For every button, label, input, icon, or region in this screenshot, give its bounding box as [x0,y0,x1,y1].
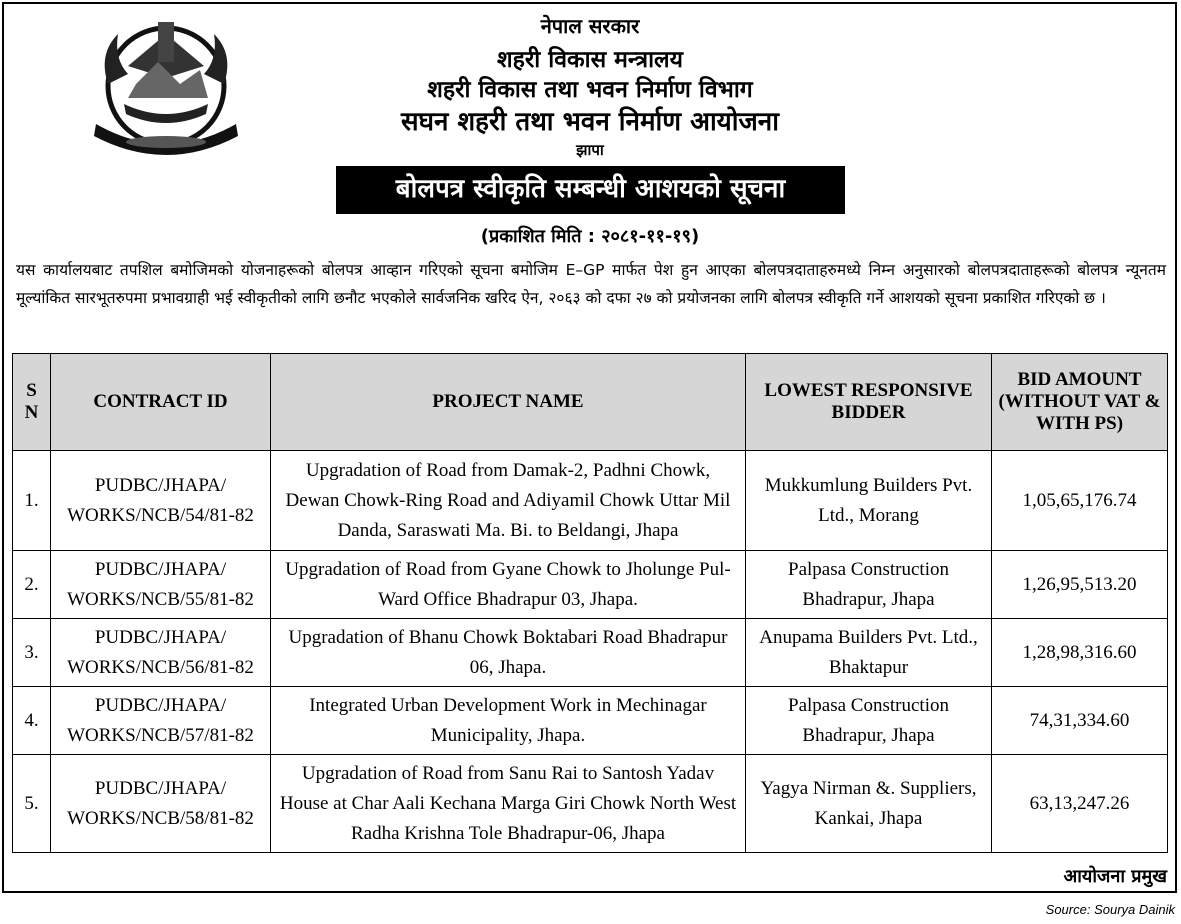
table-row [13,451,1168,551]
header-bidder: LOWEST RESPONSIVE BIDDER [746,354,992,451]
row-amount: 1,05,65,176.74 [992,451,1168,551]
published-date: (प्रकाशित मिति : २०८१-११-१९) [480,226,700,247]
notice-title: बोलपत्र स्वीकृति सम्बन्धी आशयको सूचना [336,166,845,214]
row-contract-id: PUDBC/JHAPA/ WORKS/NCB/54/81-82 [51,451,271,551]
row-bidder: Palpasa Construction Bhadrapur, Jhapa [746,551,992,619]
header-government: नेपाल सरकार [540,14,640,38]
row-sn: 2. [13,551,51,619]
row-amount: 74,31,334.60 [992,687,1168,755]
row-project: Upgradation of Bhanu Chowk Boktabari Road Bhadrapur 06, Jhapa. [271,619,746,687]
row-sn: 4. [13,687,51,755]
row-amount: 1,26,95,513.20 [992,551,1168,619]
row-contract-id: PUDBC/JHAPA/ WORKS/NCB/58/81-82 [51,755,271,853]
header-amount: BID AMOUNT (WITHOUT VAT & WITH PS) [992,354,1168,451]
header-district: झापा [576,141,604,159]
row-contract-id: PUDBC/JHAPA/ WORKS/NCB/55/81-82 [51,551,271,619]
row-sn: 5. [13,755,51,853]
row-sn: 1. [13,451,51,551]
header-department: शहरी विकास तथा भवन निर्माण विभाग [427,77,753,103]
table-header-row [13,354,1168,451]
row-contract-id: PUDBC/JHAPA/ WORKS/NCB/57/81-82 [51,687,271,755]
table-row [13,755,1168,853]
table-row [13,687,1168,755]
row-bidder: Mukkumlung Builders Pvt. Ltd., Morang [746,451,992,551]
header-ministry: शहरी विकास मन्त्रालय [497,47,683,73]
bid-table [12,353,1168,853]
row-project: Upgradation of Road from Gyane Chowk to Jholunge Pul-Ward Office Bhadrapur 03, Jhapa. [271,551,746,619]
header-project: सघन शहरी तथा भवन निर्माण आयोजना [401,107,779,137]
source-credit: Source: Sourya Dainik [1045,902,1175,917]
row-bidder: Yagya Nirman &. Suppliers, Kankai, Jhapa [746,755,992,853]
row-amount: 1,28,98,316.60 [992,619,1168,687]
header-project-name: PROJECT NAME [271,354,746,451]
row-contract-id: PUDBC/JHAPA/ WORKS/NCB/56/81-82 [51,619,271,687]
row-project: Integrated Urban Development Work in Mechinagar Municipality, Jhapa. [271,687,746,755]
intro-paragraph: यस कार्यालयबाट तपशिल बमोजिमको योजनाहरूको बोलपत्र आव्हान गरिएको सूचना बमोजिम E–GP मार्फत पेश हुन आएका बोलपत्रदाताहरुमध्ये निम्न अनुसारको बोलपत्रदाताहरूको बोलपत्र न्यूनतम मूल्यांकित सारभूतरुपमा प्रभावग्राही भई स्वीकृतीको लागि छनौट भएकोले सार्वजनिक खरिद ऐन, २०६३ को दफा २७ को प्रयोजनका लागि बोलपत्र स्वीकृति गर्ने आशयको सूचना प्रकाशित गरिएको छ । [16,261,1166,307]
header-contract-id: CONTRACT ID [51,354,271,451]
row-bidder: Anupama Builders Pvt. Ltd., Bhaktapur [746,619,992,687]
row-project: Upgradation of Road from Damak-2, Padhni Chowk, Dewan Chowk-Ring Road and Adiyamil Chowk Uttar Mil Danda, Saraswati Ma. Bi. to Beldangi, Jhapa [271,451,746,551]
row-bidder: Palpasa Construction Bhadrapur, Jhapa [746,687,992,755]
table-row [13,619,1168,687]
row-amount: 63,13,247.26 [992,755,1168,853]
nepal-government-emblem [88,14,244,156]
signatory: आयोजना प्रमुख [1063,866,1167,887]
header-sn: S N [13,354,51,451]
row-project: Upgradation of Road from Sanu Rai to Santosh Yadav House at Char Aali Kechana Marga Giri Chowk North West Radha Krishna Tole Bhadrapur-06, Jhapa [271,755,746,853]
row-sn: 3. [13,619,51,687]
table-row [13,551,1168,619]
